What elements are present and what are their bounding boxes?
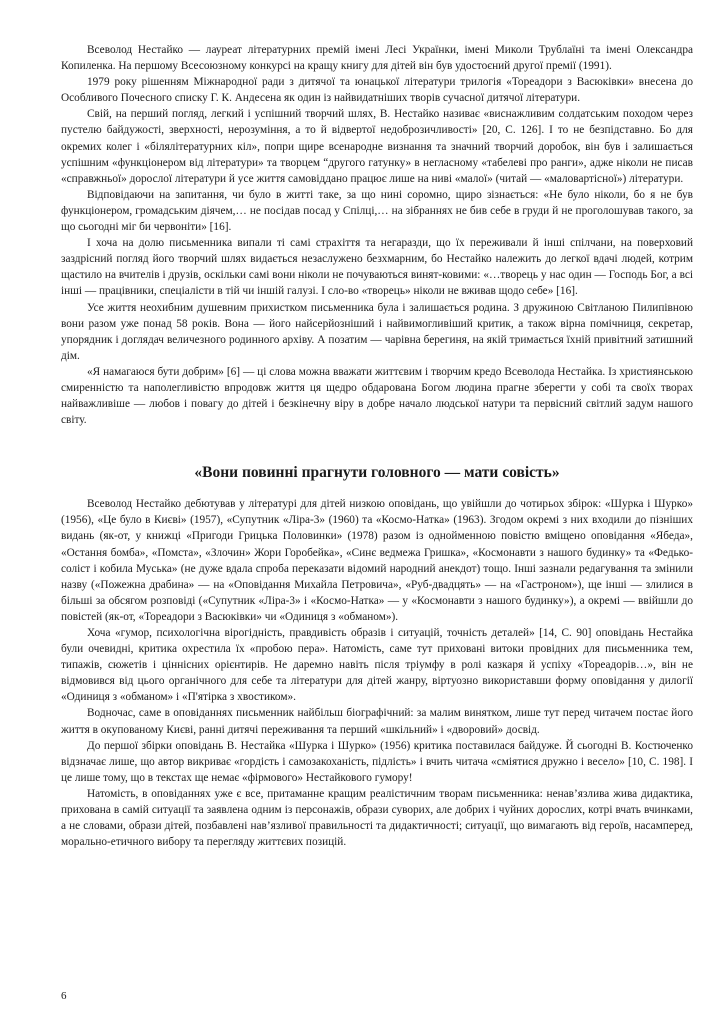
paragraph: До першої збірки оповідань В. Нестайка «Шурка і Шурко» (1956) критика поставилася байдуже. Й сьогодні В. Костюченко відзначає лише, що автор викриває «гордість і самозакоханість, підлість» і вчить читача «сміятися дружно і весело» [10, С. 198]. І це лише тому, що в текстах ще немає «фірмового» Нестайкового гумору! <box>61 739 693 784</box>
page-number: 6 <box>61 990 67 1002</box>
paragraph: Свій, на перший погляд, легкий і успішний творчий шлях, В. Нестайко називає «виснажливим солдатським походом через пустелю байдужості, зверхності, нерозуміння, а то й відвертої недоброзичливості» [20, С. 126]. І то не безпідставно. Бо для окремих колег і «білялітературних кіл», попри щире всенародне визнання та значний творчий доробок, він був і залишається успішним «функціонером від літератури» та творцем “другого гатунку» в негласному «табелеві про ранги», адже ніколи не писав «справжньої» дорослої літератури й усе життя самовіддано працює лише на ниві «малої» (читай — «маловартісної») літератури. <box>61 108 693 185</box>
section-heading: «Вони повинні прагнути головного — мати совість» <box>194 464 560 482</box>
paragraph: Відповідаючи на запитання, чи було в житті таке, за що нині соромно, щиро зізнається: «Не було ніколи, бо я не був функціонером, громадським діячем,… не посідав посад у Спілці,… на зібраннях не бив себе в груди й не проголошував такого, за що сьогодні міг би червоніти» [16]. <box>61 188 693 234</box>
paragraph: Натомість, в оповіданнях уже є все, притаманне кращим реалістичним творам письменника: ненав’язлива жива дидактика, прихована в самій ситуації та заявлена одним із персонажів, образи суворих, але добрих і чуйних дорослих, котрі вчать вчинками, а не словами, образи дітей, позбавлені нав’язливої правильності та дидактичності; ситуації, що вимагають від героїв, насамперед, морально-етичного вибору та перегляду життєвих позицій. <box>61 787 693 849</box>
paragraph: Хоча «гумор, психологічна вірогідність, правдивість образів і ситуацій, точність деталей» [14, С. 90] оповідань Нестайка були очевидні, критика охрестила їх «пробою пера». Натомість, саме тут приховані витоки провідних для письменника тем, типажів, сюжетів і ціннісних орієнтирів. Не даремно навіть після тріумфу в ролі казкаря й успіху «Тореадорів…», він не відмовився від цього органічного для себе та літератури для дітей жанру, віртуозно використавши форму оповідання у дилогії «Одиниця з «обманом» і «П'ятірка з хвостиком». <box>61 627 693 704</box>
paragraph: Водночас, саме в оповіданнях письменник найбільш біографічний: за малим винятком, лише тут перед читачем постає його життя в окупованому Києві, ранні дитячі переживання та перший «шкільний» і «дворовий» досвід. <box>61 707 693 736</box>
paragraph: Всеволод Нестайко дебютував у літературі для дітей низкою оповідань, що увійшли до чотирьох збірок: «Шурка і Шурко» (1956), «Це було в Києві» (1957), «Супутник «Ліра-3» (1960) та «Космо-Натка» (1963). Згодом окремі з них входили до пізніших видань (як-от, у книжці «Пригоди Грицька Половинки» (1978) разом із однойменною повістю вміщено оповідання «Ябеда», «Остання бомба», «Помста», «Злочин» Жори Горобейка», «Синє ведмежа Гришка», «Космонавти з нашого будинку» та «Федько-соліст і кобила Муська» (не дуже вдала спроба переказати відомий народний анекдот) тощо. Інші зазнали редагування та змінили назву («Пожежна драбина» — на «Оповідання Михайла Петровича», «Руб-двадцять» — на «Гастроном»), ще інші — злилися в більші за обсягом розповіді («Супутник «Ліра-3» і «Космо-Натка» — у «Космонавти з нашого будинку»), а окремі — ввійшли до повістей (як-от, «Тореадори з Васюківки» чи «Одиниця з «обманом»). <box>61 498 693 623</box>
paragraph: І хоча на долю письменника випали ті самі страхіття та негаразди, що їх переживали й інші спілчани, на поверховий заздрісний погляд його творчий шлях видається незаслужено безхмарним, бо Нестайко належить до легкої вдачі людей, котрим щастило на вчителів і друзів, оскільки самі вони ніколи не почуваються винят-ковими: «…творець у нас один — Господь Бог, а всі інші — працівники, спеціалісти в тій чи іншій галузі. І сло-во «творець» ніколи не вживав щодо себе» [16]. <box>61 237 693 298</box>
paragraph: Всеволод Нестайко — лауреат літературних премій імені Лесі Українки, імені Миколи Трублаїні та імені Олександра Копиленка. На першому Всесоюзному конкурсі на кращу книгу для дітей він був удостоєний другої премії (1991). <box>61 44 693 73</box>
page-content <box>61 42 693 850</box>
paragraph: 1979 року рішенням Міжнародної ради з дитячої та юнацької літератури трилогія «Тореадори з Васюківки» внесена до Особливого Почесного списку Г. К. Андесена як один із найвидатніших творів сучасної дитячої літератури. <box>61 76 693 105</box>
paragraph: «Я намагаюся бути добрим» [6] — ці слова можна вважати життєвим і творчим кредо Всеволода Нестайка. Із християнською смиренністю та наполегливістю впродовж життя ця щедро обдарована Богом людина прагне зберегти у собі та своїх творах найважливіше — любов і повагу до дітей і безкінечну віру в добре начало людської натури та первісний світлий задум нашого світу. <box>61 365 693 427</box>
paragraph: Усе життя неохибним душевним прихистком письменника була і залишається родина. З дружиною Світланою Пилипівною вони разом уже понад 58 років. Вона — його найсерйозніший і найвимогливіший критик, а також вірна помічниця, секретар, упорядник і доглядач величезного родинного архіву. А позатим — чарівна берегиня, на якій тримається їхній привітний затишний дім. <box>61 301 693 362</box>
